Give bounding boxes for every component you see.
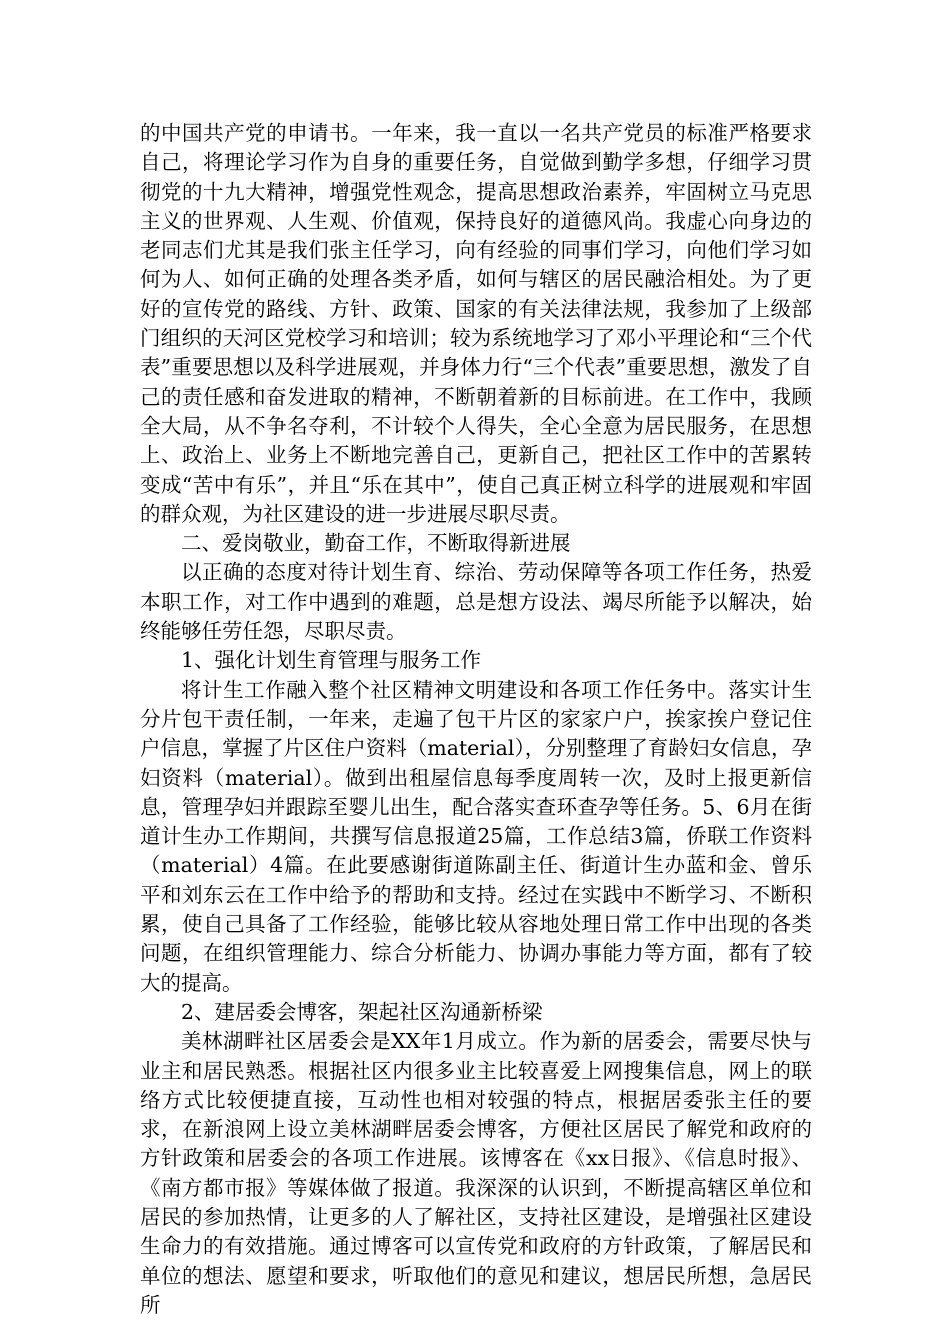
item-heading-1: 1、强化计划生育管理与服务工作 <box>181 648 482 673</box>
paragraph-item-1: 将计生工作融入整个社区精神文明建设和各项工作任务中。落实计生分片包干责任制，一年来，走遍了包干片区的家家户户，挨家挨户登记住户信息，掌握了片区住户资料（material），分别整理了育龄妇女信息，孕妇资料（material）。做到出租屋信息每季度周转一次，及时上报更新信息，管理孕妇并跟踪至婴儿出生，配合落实查环查孕等任务。5、6月在街道计生办工作期间，共撰写信息报道25篇，工作总结3篇，侨联工作资料（material）4篇。在此要感谢街道陈副主任、街道计生办蓝和金、曾乐平和刘东云在工作中给予的帮助和支持。经过在实践中不断学习、不断积累，使自己具备了工作经验，能够比较从容地处理日常工作中出现的各类问题，在组织管理能力、综合分析能力、协调办事能力等方面，都有了较大的提高。 <box>140 677 812 995</box>
paragraph-section-2: 以正确的态度对待计划生育、综治、劳动保障等各项工作任务，热爱本职工作，对工作中遇到的难题，总是想方设法、竭尽所能予以解决，始终能够任劳任怨，尽职尽责。 <box>140 560 812 644</box>
paragraph-item-2: 美林湖畔社区居委会是XX年1月成立。作为新的居委会，需要尽快与业主和居民熟悉。根据社区内很多业主比较喜爱上网搜集信息，网上的联络方式比较便捷直接，互动性也相对较强的特点，根据居委张主任的要求，在新浪网上设立美林湖畔居委会博客，方便社区居民了解党和政府的方针政策和居委会的各项工作进展。该博客在《xx日报》、《信息时报》、《南方都市报》等媒体做了报道。我深深的认识到，不断提高辖区单位和居民的参加热情，让更多的人了解社区，支持社区建设，是增强社区建设生命力的有效措施。通过博客可以宣传党和政府的方针政策，了解居民和单位的想法、愿望和要求，听取他们的意见和建议，想居民所想，急居民所 <box>140 1029 812 1317</box>
paragraph-intro: 的中国共产党的申请书。一年来，我一直以一名共产党员的标准严格要求自己，将理论学习作为自身的重要任务，自觉做到勤学多想，仔细学习贯彻党的十九大精神，增强党性观念，提高思想政治素养，牢固树立马克思主义的世界观、人生观、价值观，保持良好的道德风尚。我虚心向身边的老同志们尤其是我们张主任学习，向有经验的同事们学习，向他们学习如何为人、如何正确的处理各类矛盾，如何与辖区的居民融洽相处。为了更好的宣传党的路线、方针、政策、国家的有关法律法规，我参加了上级部门组织的天河区党校学习和培训；较为系统地学习了邓小平理论和“三个代表”重要思想以及科学进展观，并身体力行“三个代表”重要思想，激发了自己的责任感和奋发进取的精神，不断朝着新的目标前进。在工作中，我顾全大局，从不争名夺利，不计较个人得失，全心全意为居民服务，在思想上、政治上、业务上不断地完善自己，更新自己，把社区工作中的苦累转变成“苦中有乐”，并且“乐在其中”，使自己真正树立科学的进展观和牢固的群众观，为社区建设的进一步进展尽职尽责。 <box>140 121 812 526</box>
section-heading-2: 二、爱岗敬业，勤奋工作，不断取得新进展 <box>181 531 571 556</box>
document-page <box>140 119 812 1320</box>
item-heading-2: 2、建居委会博客，架起社区沟通新桥梁 <box>181 999 543 1024</box>
